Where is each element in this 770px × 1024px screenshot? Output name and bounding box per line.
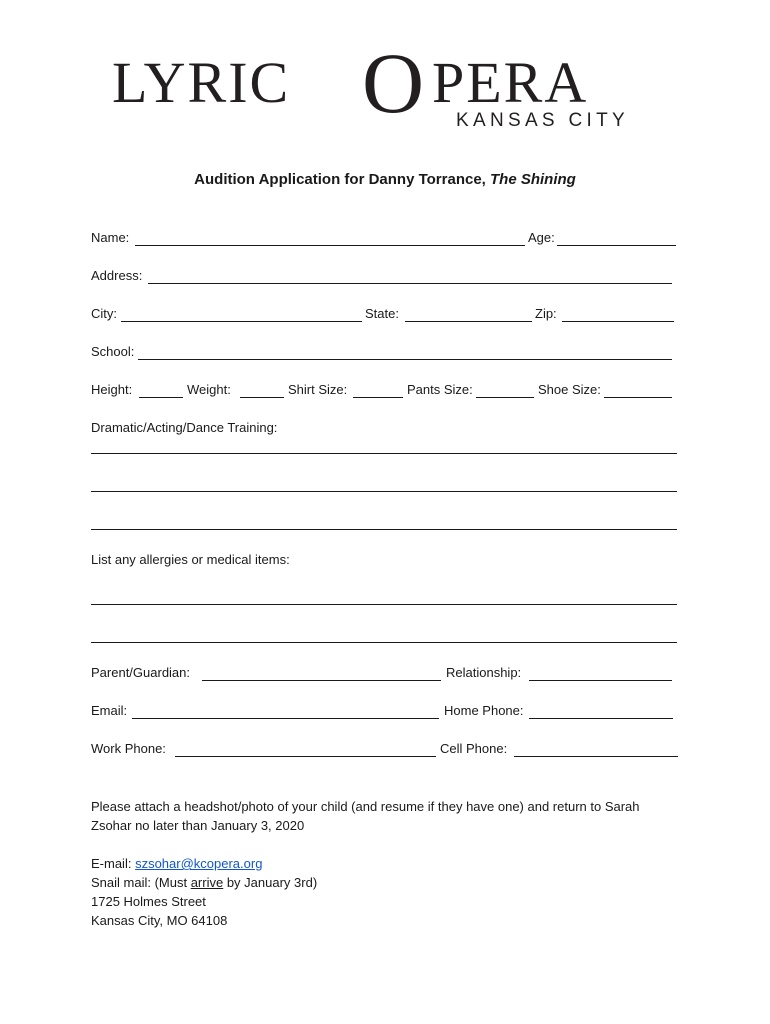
age-field[interactable] [557, 245, 676, 246]
school-label: School: [91, 344, 135, 359]
state-label: State: [365, 306, 399, 321]
city-state-zip: Kansas City, MO 64108 [91, 913, 228, 928]
allergies-line-1[interactable] [91, 604, 677, 605]
pants-size-label: Pants Size: [407, 382, 473, 397]
instructions-line-2: Zsohar no later than January 3, 2020 [91, 818, 305, 833]
contact-email-line [91, 854, 691, 873]
city-label: City: [91, 306, 117, 321]
shoe-size-field[interactable] [604, 397, 672, 398]
logo-letter-o: O [362, 35, 425, 131]
zip-label: Zip: [535, 306, 557, 321]
snail-mail-arrive: arrive [190, 875, 224, 890]
shirt-size-field[interactable] [353, 397, 403, 398]
weight-field[interactable] [240, 397, 284, 398]
relationship-label: Relationship: [446, 665, 522, 680]
shirt-size-label: Shirt Size: [288, 382, 348, 397]
work-phone-label: Work Phone: [91, 741, 166, 756]
address-label: Address: [91, 268, 143, 283]
city-field[interactable] [121, 321, 362, 322]
zip-field[interactable] [562, 321, 674, 322]
form-title [0, 170, 770, 190]
age-label: Age: [528, 230, 555, 245]
logo-text-pera: PERA [432, 50, 589, 115]
pants-size-field[interactable] [476, 397, 534, 398]
name-label: Name: [91, 230, 130, 245]
height-label: Height: [91, 382, 133, 397]
work-phone-field[interactable] [175, 756, 436, 757]
shoe-size-label: Shoe Size: [538, 382, 601, 397]
training-line-2[interactable] [91, 491, 677, 492]
allergies-label: List any allergies or medical items: [91, 552, 290, 567]
logo-subtitle: KANSAS CITY [456, 110, 629, 131]
parent-guardian-label: Parent/Guardian: [91, 665, 191, 680]
logo-text-lyric: LYRIC [112, 50, 291, 115]
contact-block [91, 854, 691, 930]
relationship-field[interactable] [529, 680, 672, 681]
home-phone-label: Home Phone: [444, 703, 524, 718]
instructions-line-1: Please attach a headshot/photo of your child (and resume if they have one) and return to Sarah [91, 799, 640, 814]
street-address: 1725 Holmes Street [91, 894, 206, 909]
cell-phone-field[interactable] [514, 756, 678, 757]
school-field[interactable] [138, 359, 672, 360]
home-phone-field[interactable] [529, 718, 673, 719]
training-line-1[interactable] [91, 453, 677, 454]
cell-phone-label: Cell Phone: [440, 741, 508, 756]
form-title-prefix: Audition Application for Danny Torrance, [194, 171, 490, 188]
parent-guardian-field[interactable] [202, 680, 441, 681]
weight-label: Weight: [187, 382, 231, 397]
contact-email-link[interactable]: szsohar@kcopera.org [135, 856, 263, 871]
allergies-line-2[interactable] [91, 642, 677, 643]
snail-mail-prefix: Snail mail: (Must [91, 875, 191, 890]
state-field[interactable] [405, 321, 532, 322]
name-field[interactable] [135, 245, 525, 246]
training-label: Dramatic/Acting/Dance Training: [91, 420, 278, 435]
form-title-show: The Shining [490, 171, 576, 188]
email-label: Email: [91, 703, 128, 718]
height-field[interactable] [139, 397, 183, 398]
contact-email-label: E-mail: [91, 856, 136, 871]
snail-mail-line [91, 873, 691, 892]
instructions-text [91, 797, 711, 835]
snail-mail-suffix: by January 3rd) [223, 875, 318, 890]
training-line-3[interactable] [91, 529, 677, 530]
email-field[interactable] [132, 718, 439, 719]
address-field[interactable] [148, 283, 672, 284]
